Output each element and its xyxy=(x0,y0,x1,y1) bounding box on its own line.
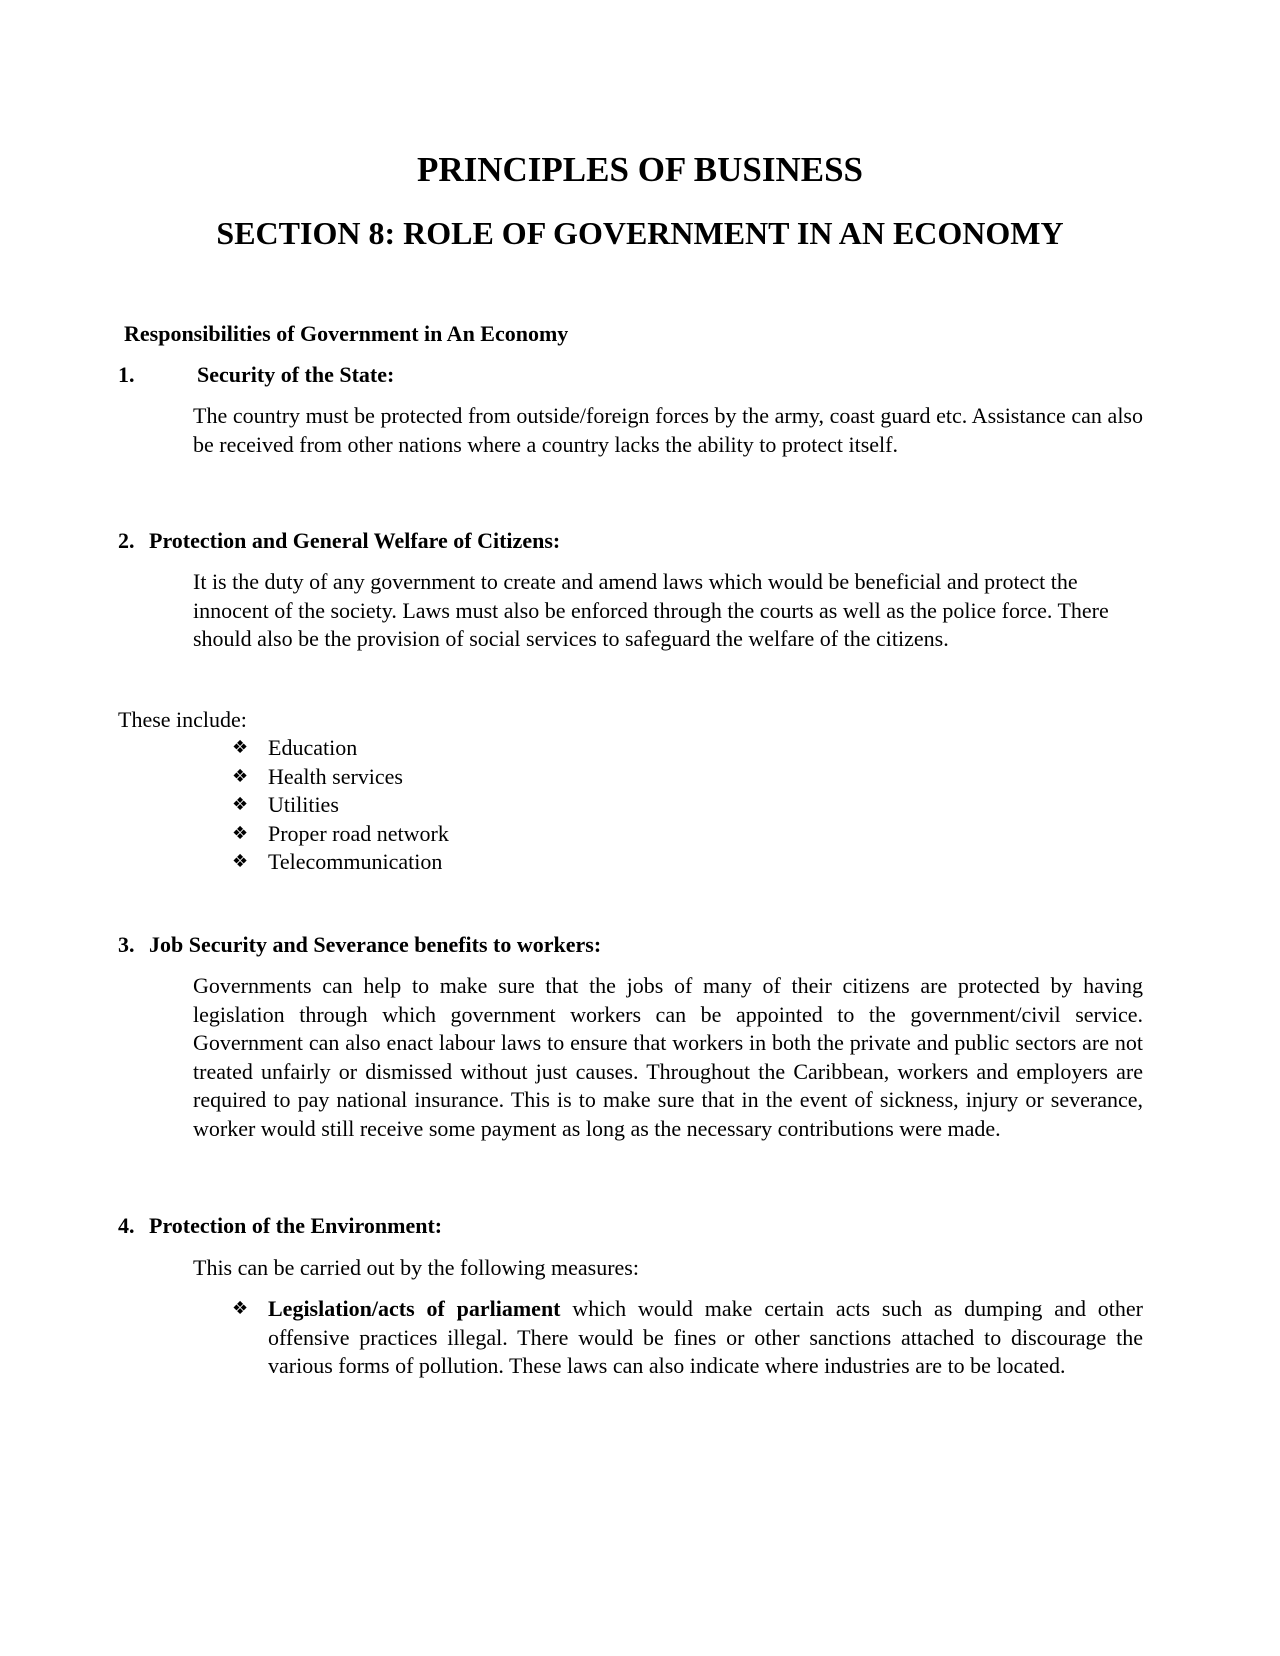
section-number: 1. xyxy=(118,362,135,387)
document-subtitle: SECTION 8: ROLE OF GOVERNMENT IN AN ECONOMY xyxy=(216,215,1064,251)
section-1-heading xyxy=(118,361,394,389)
list-item: ❖ Telecommunication xyxy=(232,848,449,877)
section-number: 3. xyxy=(118,932,135,957)
list-item: ❖ Utilities xyxy=(232,791,449,820)
section-title: Security of the State: xyxy=(197,362,395,387)
measure-text: which would make certain acts such as dumping and other offensive practices illegal. There would be fines or other sanctions attached to discourage the various forms of pollution. These laws can also indicate where industries are to be located. xyxy=(268,1296,1143,1378)
section-2-heading xyxy=(118,527,560,555)
measure-item xyxy=(232,1295,1143,1381)
measure-bold-lead: Legislation/acts of parliament xyxy=(268,1296,561,1321)
diamond-bullet-icon: ❖ xyxy=(232,737,249,758)
section-title: Protection of the Environment: xyxy=(149,1213,443,1238)
diamond-bullet-icon: ❖ xyxy=(232,765,249,787)
list-item: ❖ Proper road network xyxy=(232,820,449,849)
list-intro: These include: xyxy=(118,707,247,732)
diamond-bullet-icon: ❖ xyxy=(232,851,249,872)
diamond-bullet-icon: ❖ xyxy=(232,1298,249,1319)
section-4-body: This can be carried out by the following measures: xyxy=(193,1255,639,1280)
diamond-bullet-icon: ❖ xyxy=(232,794,249,815)
document-title: PRINCIPLES OF BUSINESS xyxy=(416,150,864,189)
list-item: ❖ Education xyxy=(232,734,449,763)
section-number: 2. xyxy=(118,528,135,553)
section-2-body: It is the duty of any government to create and amend laws which would be beneficial and protect the innocent of the society. Laws must also be enforced through the courts as well as the police force. There should also be the provision of social services to safeguard the welfare of the citizens. xyxy=(193,569,1109,651)
list-item: ❖ Health services xyxy=(232,763,449,792)
section-3-heading xyxy=(118,931,601,959)
section-number: 4. xyxy=(118,1213,135,1238)
diamond-bullet-icon: ❖ xyxy=(232,822,249,844)
section-title: Protection and General Welfare of Citizens: xyxy=(149,528,561,553)
section-3-body: Governments can help to make sure that the jobs of many of their citizens are protected by having legislation through which government workers can be appointed to the government/civil service. Government can also enact labour laws to ensure that workers in both the private and public sectors are not treated unfairly or dismissed without just causes. Throughout the Caribbean, workers and employers are required to pay national insurance. This is to make sure that in the event of sickness, injury or severance, worker would still receive some payment as long as the necessary contributions were made. xyxy=(193,973,1143,1141)
section-1-body: The country must be protected from outside/foreign forces by the army, coast guard etc. Assistance can also be received from other nations where a country lacks the ability to protect itself. xyxy=(193,403,1143,457)
section-title: Job Security and Severance benefits to workers: xyxy=(149,932,602,957)
intro-heading: Responsibilities of Government in An Economy xyxy=(124,321,569,346)
section-4-heading xyxy=(118,1212,442,1240)
services-list xyxy=(232,734,449,877)
